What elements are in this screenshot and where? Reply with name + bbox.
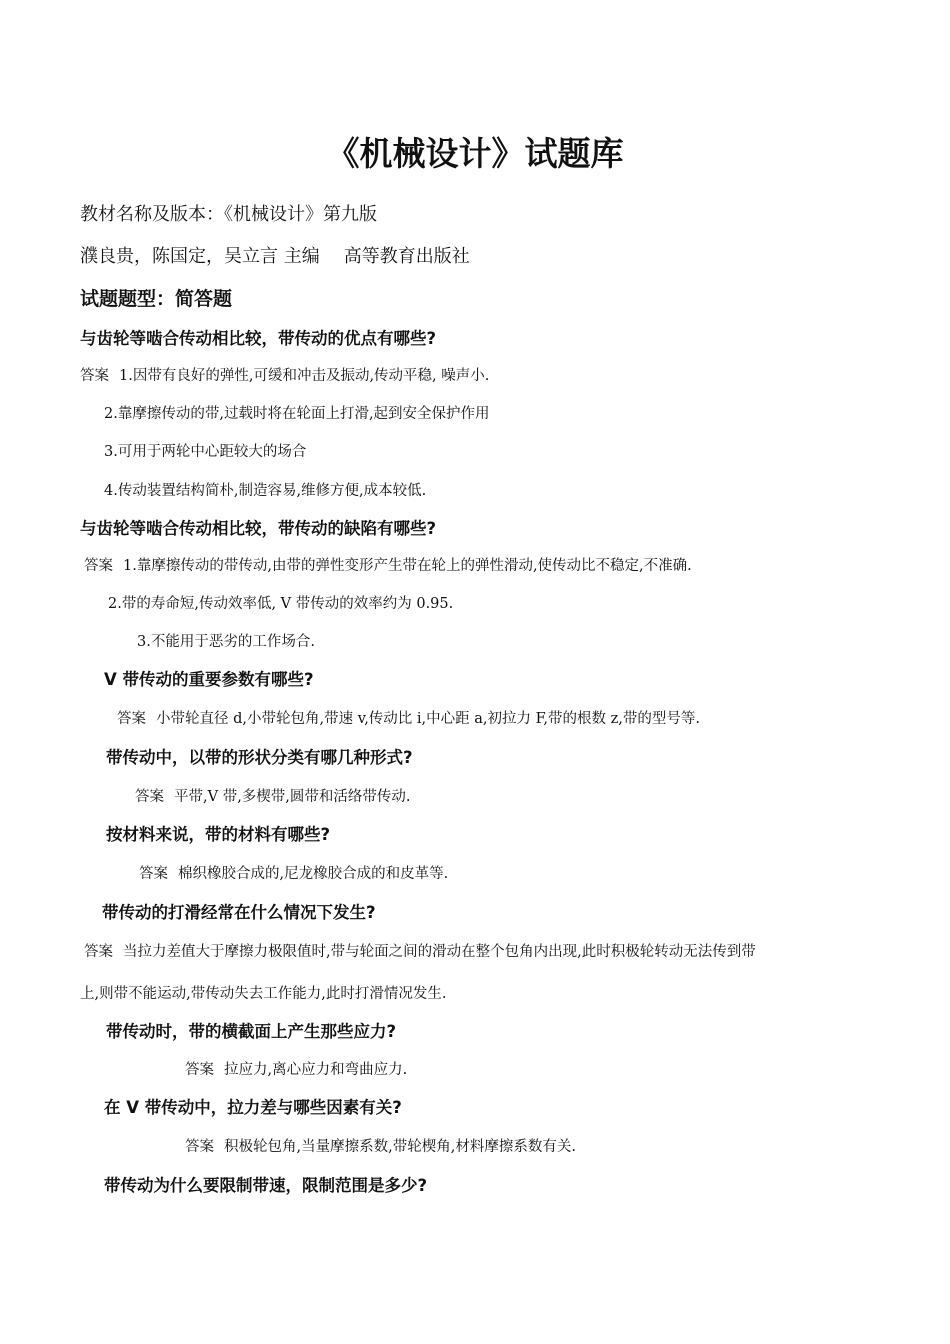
answer-line: 答案 平带,V 带,多楔带,圆带和活络带传动. xyxy=(135,789,411,805)
answer-line: 答案 拉应力,离心应力和弯曲应力. xyxy=(185,1062,408,1078)
answer-line: 3.不能用于恶劣的工作场合. xyxy=(137,634,315,650)
answer-label: 答案 xyxy=(80,368,109,384)
answer-line: 答案 小带轮直径 d,小带轮包角,带速 v,传动比 i,中心距 a,初拉力 F,带的根数 z,带的型号等. xyxy=(117,711,701,727)
question: 与齿轮等啮合传动相比较，带传动的缺陷有哪些? xyxy=(80,519,437,538)
authors-line xyxy=(80,242,470,268)
answer-label: 答案 xyxy=(135,789,164,805)
question-type: 试题题型：简答题 xyxy=(80,288,233,310)
answer-line: 2.带的寿命短,传动效率低, V 带传动的效率约为 0.95. xyxy=(108,596,454,612)
question: 带传动时，带的横截面上产生那些应力? xyxy=(106,1022,397,1041)
answer-line: 答案 棉织橡胶合成的,尼龙橡胶合成的和皮革等. xyxy=(139,866,449,882)
question: 与齿轮等啮合传动相比较，带传动的优点有哪些? xyxy=(80,329,437,348)
answer-line: 3.可用于两轮中心距较大的场合 xyxy=(104,444,307,460)
answer-line: 上,则带不能运动,带传动失去工作能力,此时打滑情况发生. xyxy=(80,986,447,1002)
answer-label: 答案 xyxy=(117,711,146,727)
question: 带传动的打滑经常在什么情况下发生? xyxy=(102,903,376,922)
textbook-info: 教材名称及版本：《机械设计》第九版 xyxy=(80,204,377,225)
question: 带传动中，以带的形状分类有哪几种形式? xyxy=(106,748,413,767)
question: 带传动为什么要限制带速，限制范围是多少? xyxy=(104,1176,428,1195)
document-title: 《机械设计》试题库 xyxy=(326,134,624,173)
answer-line: 答案 1.因带有良好的弹性,可缓和冲击及振动,传动平稳, 噪声小. xyxy=(80,368,490,384)
answer-line: 4.传动装置结构简朴,制造容易,维修方便,成本较低. xyxy=(104,483,427,499)
answer-label: 答案 xyxy=(84,558,113,574)
answer-label: 答案 xyxy=(185,1139,214,1155)
publisher: 高等教育出版社 xyxy=(343,246,470,267)
question: V 带传动的重要参数有哪些? xyxy=(104,670,314,689)
answer-line: 2.靠摩擦传动的带,过载时将在轮面上打滑,起到安全保护作用 xyxy=(104,406,490,422)
question: 按材料来说，带的材料有哪些? xyxy=(106,825,331,844)
answer-line: 答案 积极轮包角,当量摩擦系数,带轮楔角,材料摩擦系数有关. xyxy=(185,1139,576,1155)
answer-line: 答案 当拉力差值大于摩擦力极限值时,带与轮面之间的滑动在整个包角内出现,此时积极轮转动无法传到带 xyxy=(84,944,756,960)
question: 在 V 带传动中，拉力差与哪些因素有关? xyxy=(104,1098,402,1117)
authors: 濮良贵，陈国定，吴立言 主编 xyxy=(80,246,320,267)
answer-label: 答案 xyxy=(185,1062,214,1078)
answer-label: 答案 xyxy=(139,866,168,882)
answer-label: 答案 xyxy=(84,944,113,960)
answer-line: 答案 1.靠摩擦传动的带传动,由带的弹性变形产生带在轮上的弹性滑动,使传动比不稳定,不准确. xyxy=(84,558,692,574)
